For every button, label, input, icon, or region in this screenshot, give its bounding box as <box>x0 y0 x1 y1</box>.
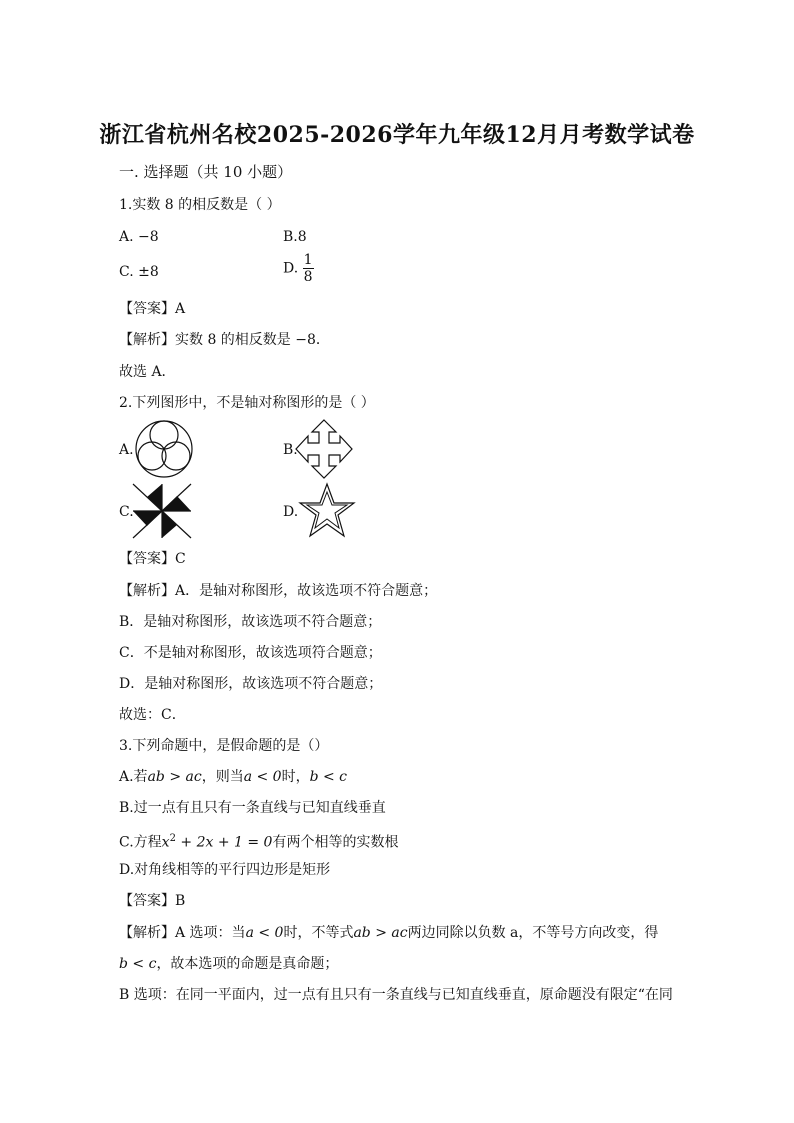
q1-option-b: B.8 <box>283 229 307 245</box>
q1-option-d-label: D. <box>283 260 299 277</box>
q1-option-a: A. −8 <box>119 229 159 245</box>
q1-conclusion: 故选 A． <box>119 364 176 380</box>
q3-stem: 3.下列命题中，是假命题的是（） <box>119 738 329 754</box>
q3-option-b: B.过一点有且只有一条直线与已知直线垂直 <box>119 800 386 816</box>
q3-analysis-text-2: 时，不等式 <box>283 925 354 941</box>
star-figure <box>296 482 358 540</box>
q3-analysis-b: B 选项：在同一平面内，过一点有且只有一条直线与已知直线垂直，原命题没有限定“在同 <box>119 987 673 1003</box>
q3-analysis-text-1: 【解析】A 选项：当 <box>119 925 246 941</box>
section-heading: 一. 选择题（共 10 小题） <box>119 163 293 181</box>
q3-option-c-equation: + 2x + 1 = 0 <box>175 834 273 851</box>
q2-analysis-d: D．是轴对称图形，故该选项不符合题意； <box>119 676 383 692</box>
q3-option-c-var: x <box>161 834 170 851</box>
q2-option-b-label: B. <box>283 442 298 458</box>
q2-conclusion: 故选：C． <box>119 707 186 723</box>
q1-answer: 【答案】A <box>119 301 186 317</box>
q2-option-c-label: C. <box>119 504 134 520</box>
q3-answer: 【答案】B <box>119 893 186 909</box>
q1-stem: 1.实数 8 的相反数是（ ） <box>119 197 281 213</box>
q3-analysis-line-2 <box>119 954 338 974</box>
q2-analysis-c: C．不是轴对称图形，故该选项符合题意； <box>119 645 382 661</box>
pinwheel-figure <box>131 482 193 540</box>
fraction-denominator: 8 <box>303 269 313 285</box>
q3-analysis-math-2: ab > ac <box>353 925 408 941</box>
q2-answer: 【答案】C <box>119 551 186 567</box>
q2-option-a-label: A. <box>119 442 134 458</box>
q3-option-c-exponent: 2 <box>169 833 176 844</box>
q1-option-c: C. ±8 <box>119 264 159 280</box>
q2-analysis-b: B．是轴对称图形，故该选项不符合题意； <box>119 614 382 630</box>
q3-option-a-math-2: a < 0 <box>243 769 282 785</box>
four-arrows-figure <box>292 418 356 480</box>
page-title: 浙江省杭州名校2025-2026学年九年级12月月考数学试卷 <box>99 122 695 148</box>
q3-option-a-text-1: A.若 <box>119 769 148 785</box>
q3-option-a-math-3: b < c <box>309 769 348 785</box>
q3-option-c-text-2: 有两个相等的实数根 <box>272 834 399 851</box>
q3-analysis-math-1: a < 0 <box>245 925 284 941</box>
q3-option-c-text-1: C.方程 <box>119 834 162 851</box>
q3-analysis-line-1 <box>119 923 658 943</box>
q1-option-d-fraction <box>303 252 314 285</box>
q3-analysis-math-3: b < c <box>119 956 157 972</box>
q2-analysis-a: 【解析】A．是轴对称图形，故该选项不符合题意； <box>119 583 438 599</box>
q3-analysis-text-4: ，故本选项的命题是真命题； <box>156 956 339 972</box>
q2-option-d-label: D. <box>283 504 299 520</box>
q3-option-a-text-3: 时， <box>281 769 310 785</box>
fraction-numerator: 1 <box>303 252 313 268</box>
q3-option-d: D.对角线相等的平行四边形是矩形 <box>119 862 331 878</box>
q3-option-a <box>119 767 347 787</box>
q2-stem: 2.下列图形中，不是轴对称图形的是（ ） <box>119 395 375 411</box>
q3-analysis-text-3: 两边同除以负数 a，不等号方向改变，得 <box>407 925 659 941</box>
q3-option-a-math-1: ab > ac <box>147 769 202 785</box>
circle-three-petals-figure <box>133 419 195 479</box>
q3-option-c <box>119 829 398 853</box>
q3-option-a-text-2: ，则当 <box>201 769 244 785</box>
q1-option-d <box>283 252 314 285</box>
q1-analysis: 【解析】实数 8 的相反数是 −8． <box>119 332 330 348</box>
